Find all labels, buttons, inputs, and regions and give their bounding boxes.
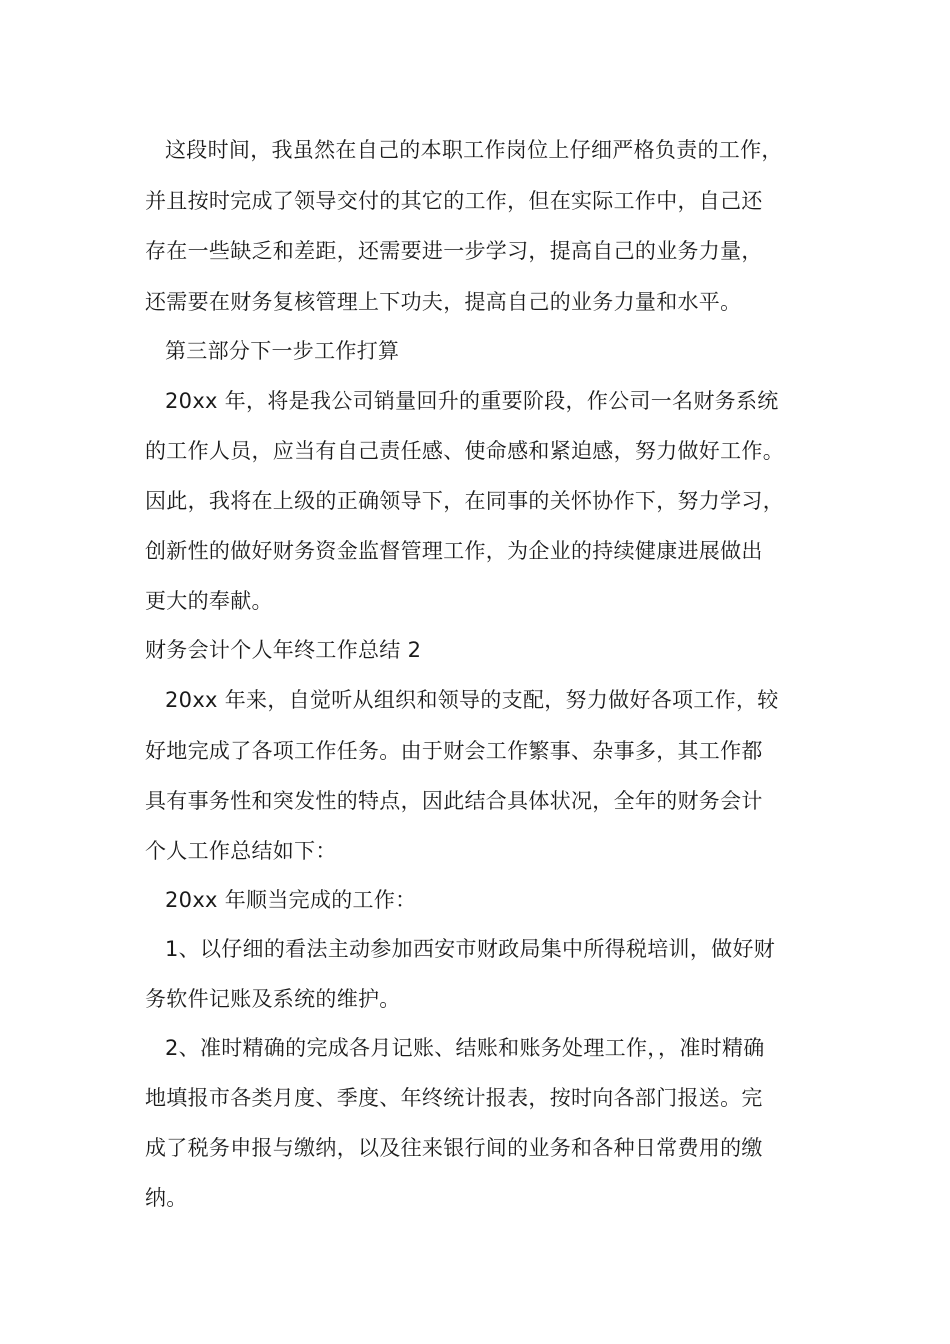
paragraph-line: 20xx 年，将是我公司销量回升的重要阶段，作公司一名财务系统 <box>165 389 779 413</box>
paragraph-line: 20xx 年顺当完成的工作： <box>165 888 417 912</box>
paragraph-line: 并且按时完成了领导交付的其它的工作，但在实际工作中，自己还 <box>145 189 763 213</box>
paragraph-line: 好地完成了各项工作任务。由于财会工作繁事、杂事多，其工作都 <box>145 739 763 763</box>
paragraph-line: 的工作人员，应当有自己责任感、使命感和紧迫感，努力做好工作。 <box>145 439 784 463</box>
paragraph-line: 20xx 年来，自觉听从组织和领导的支配，努力做好各项工作，较 <box>165 688 779 712</box>
section-heading: 第三部分下一步工作打算 <box>165 339 400 363</box>
paragraph-line: 因此，我将在上级的正确领导下，在同事的关怀协作下，努力学习， <box>145 489 784 513</box>
paragraph-line: 这段时间，我虽然在自己的本职工作岗位上仔细严格负责的工作， <box>165 138 783 162</box>
list-item: 1、以仔细的看法主动参加西安市财政局集中所得税培训，做好财 <box>165 937 776 961</box>
paragraph-line: 个人工作总结如下： <box>145 839 337 863</box>
paragraph-line: 具有事务性和突发性的特点，因此结合具体状况，全年的财务会计 <box>145 789 763 813</box>
paragraph-line: 还需要在财务复核管理上下功夫，提高自己的业务力量和水平。 <box>145 290 742 314</box>
list-item: 2、准时精确的完成各月记账、结账和账务处理工作，，准时精确 <box>165 1036 765 1060</box>
paragraph-line: 更大的奉献。 <box>145 589 273 613</box>
paragraph-line: 地填报市各类月度、季度、年终统计报表，按时向各部门报送。完 <box>145 1086 763 1110</box>
paragraph-line: 存在一些缺乏和差距，还需要进一步学习，提高自己的业务力量， <box>145 239 763 263</box>
paragraph-line: 成了税务申报与缴纳，以及往来银行间的业务和各种日常费用的缴 <box>145 1136 763 1160</box>
document-title: 财务会计个人年终工作总结 2 <box>145 638 422 662</box>
paragraph-line: 务软件记账及系统的维护。 <box>145 987 401 1011</box>
paragraph-line: 纳。 <box>145 1186 188 1210</box>
paragraph-line: 创新性的做好财务资金监督管理工作，为企业的持续健康进展做出 <box>145 539 763 563</box>
